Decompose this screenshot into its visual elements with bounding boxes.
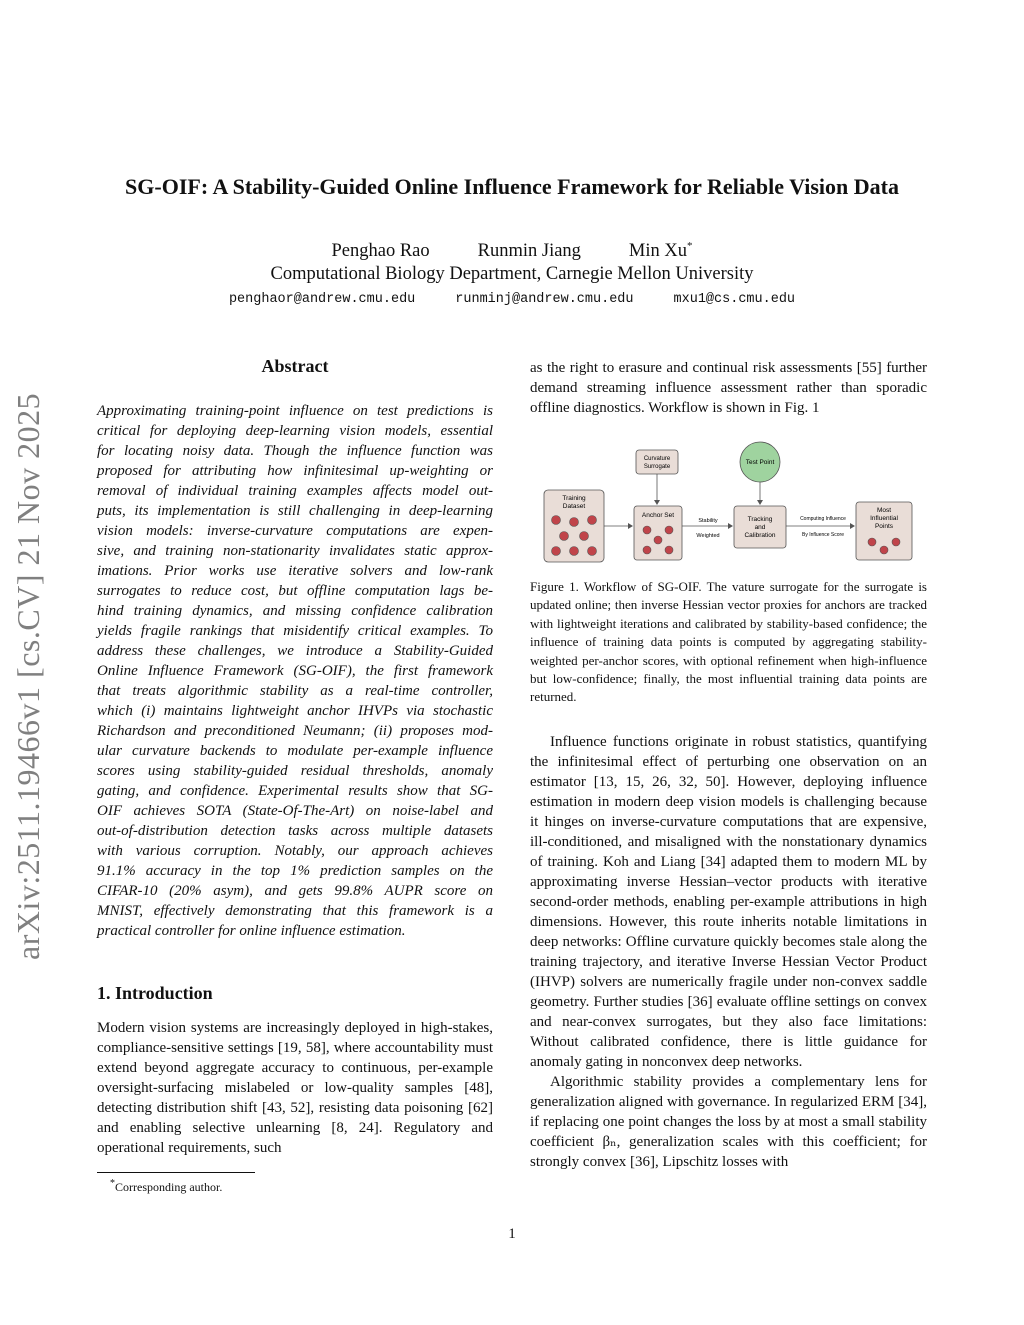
paragraph-algorithmic-stability: Algorithmic stability provides a complementary lens for generalization aligned with governance. In regularized ERM [34], if replacing one point changes the loss by at most a small stability coefficient βₙ, generalization scales with this coefficient; for strongly convex [36], Lipschitz losses with: [530, 1074, 927, 1170]
abstract-line: scores using stability-guided residual thresholds, anomaly: [97, 763, 493, 779]
abstract-line: vision models: inverse-curvature computations are expen-: [97, 523, 493, 539]
abstract-line: sive, and training non-stationarity invalidates static approx-: [97, 543, 493, 559]
section-heading: 1. Introduction: [97, 983, 213, 1003]
email-address[interactable]: penghaor@andrew.cmu.edu: [228, 292, 416, 307]
abstract-line: Richardson and preconditioned Neumann; (ii) proposes mod-: [97, 723, 493, 739]
surrogate-label: Surrogate: [643, 464, 671, 470]
abstract-line: which (i) maintains lightweight anchor IHVPs via stochastic: [97, 703, 493, 719]
affiliation: Computational Biology Department, Carnegie Mellon University: [270, 264, 754, 284]
by-influence-score-label: By Influence Score: [802, 532, 844, 538]
anchor-set-label: Anchor Set: [641, 512, 675, 519]
abstract-heading: Abstract: [261, 356, 329, 376]
test-point-label: Test Point: [745, 459, 775, 466]
abstract-line: critical for deploying deep-learning vision models, essential: [97, 423, 493, 439]
abstract-line: ular curvature backends to modulate per-example influence: [97, 743, 493, 759]
footnote: *Corresponding author.: [110, 1178, 223, 1194]
abstract-line: OIF achieves SOTA (State-Of-The-Art) on noise-label and: [97, 803, 493, 819]
abstract-line: with various corruption. Notably, our approach achieves: [97, 843, 493, 859]
training-label: Training: [562, 495, 586, 502]
dataset-label: Dataset: [562, 503, 586, 510]
calibration-label: Calibration: [744, 532, 776, 539]
abstract-line: imations. Prior works use iterative solvers and low-rank: [97, 563, 493, 579]
curvature-label: Curvature: [643, 456, 671, 462]
weighted-label: Weighted: [696, 533, 720, 539]
and-label: and: [754, 524, 766, 531]
abstract-line: practical controller for online influence estimation.: [97, 923, 406, 939]
abstract-line: MNIST, effectively demonstrating that this framework is a: [97, 903, 493, 919]
page-number: 1: [508, 1226, 516, 1242]
paper-title: SG-OIF: A Stability-Guided Online Influence Framework for Reliable Vision Data: [125, 174, 899, 199]
email-address[interactable]: runminj@andrew.cmu.edu: [455, 292, 634, 307]
abstract-body: [97, 401, 493, 941]
footnote-rule: [97, 1172, 255, 1173]
abstract-line: proposed for attributing how infinitesimal up-weighting or: [97, 463, 493, 479]
abstract-line: surrogates to reduce cost, but offline computation lags be-: [97, 583, 493, 599]
most-label: Most: [876, 507, 892, 514]
abstract-line: gating, and confidence. Experimental results show that SG-: [97, 783, 493, 799]
tracking-label: Tracking: [747, 516, 773, 523]
abstract-line: Online Influence Framework (SG-OIF), the first framework: [97, 663, 493, 679]
intro-continuation: as the right to erasure and continual risk assessments [55] further demand streaming influence assessment rather than sporadic offline diagnostics. Workflow is shown in Fig. 1: [530, 360, 927, 416]
abstract-line: removal of individual training examples affects model out-: [97, 483, 493, 499]
points-label: Points: [874, 523, 894, 530]
author-name: Runmin Jiang: [477, 241, 581, 262]
intro-paragraph: Modern vision systems are increasingly deployed in high-stakes, compliance-sensitive settings [19, 58], where accountability must extend beyond aggregate accuracy to continuous, per-example oversight-surfacing mislabeled or low-quality samples [48], detecting distribution shift [43, 52], resisting data poisoning [62] and enabling selective unlearning [8, 24]. Regulatory and operational requirements, such: [97, 1020, 493, 1156]
workflow-figure: [540, 440, 920, 570]
abstract-line: hind training dynamics, and missing confidence calibration: [97, 603, 493, 619]
abstract-line: Approximating training-point influence on test predictions is: [97, 403, 493, 419]
abstract-line: address these challenges, we introduce a Stability-Guided: [97, 643, 493, 659]
abstract-line: CIFAR-10 (20% asym), and gets 99.8% AUPR score on: [97, 883, 493, 899]
right-column-body: [530, 732, 927, 1172]
author-name: Min Xu*: [628, 240, 693, 262]
paragraph-influence-functions: Influence functions originate in robust statistics, quantifying the infinitesimal effect of perturbing one observation on an estimator [13, 15, 26, 32, 50]. However, deploying influence estimation in modern deep vision models is challenging because it hinges on inverse-curvature computations that are expensive, ill-conditioned, and misaligned with the nonstationary dynamics of training. Koh and Liang [34] adapted them to modern ML by approximating inverse Hessian–vector products with iterative second-order methods, enabling per-example attributions in high dimensions. However, this route inherits notable limitations in deep networks: Offline curvature quickly becomes stale along the training trajectory, and iterative Inverse Hessian Vector Product (IHVP) solvers are numerically fragile under non-convex saddle geometry. Further studies [36] evaluate offline settings on convex and near-convex surrogates, but they also face limitations: Without calibrated confidence, there is little guidance for anomaly gating in nonconvex deep networks.: [530, 734, 927, 1070]
author-list: [0, 240, 1024, 262]
abstract-line: yields fragile rankings that misidentify critical examples. To: [97, 623, 493, 639]
influential-label: Influential: [870, 515, 898, 522]
email-list: [0, 292, 1024, 307]
abstract-line: 91.1% accuracy in the top 1% prediction samples on the: [97, 863, 493, 879]
email-address[interactable]: mxu1@cs.cmu.edu: [673, 292, 796, 307]
abstract-line: out-of-distribution detection tasks across multiple datasets: [97, 823, 493, 839]
computing-influence-label: Computing Influence: [800, 516, 846, 522]
abstract-line: puts, its implementation is still challenging in deep-learning: [97, 503, 493, 519]
curvature-surrogate-box: [636, 450, 678, 474]
author-name: Penghao Rao: [331, 241, 430, 262]
abstract-line: that treats algorithmic stability as a real-time controller,: [97, 683, 493, 699]
figure-caption: Figure 1. Workflow of SG-OIF. The vature surrogate for the surrogate is updated online; then inverse Hessian vector proxies for anchors are tracked with lightweight iterations and calibrated by stability-based confidence; the influence of training data points is computed by aggregating stability-weighted per-anchor scores, with optional refinement when high-influence but low-confidence; finally, the most influential training data points are returned.: [530, 579, 927, 705]
abstract-line: for locating noisy data. Though the influence function was: [97, 443, 493, 459]
arxiv-identifier: arXiv:2511.19466v1 [cs.CV] 21 Nov 2025: [10, 392, 46, 960]
stability-label: Stability: [698, 518, 718, 524]
